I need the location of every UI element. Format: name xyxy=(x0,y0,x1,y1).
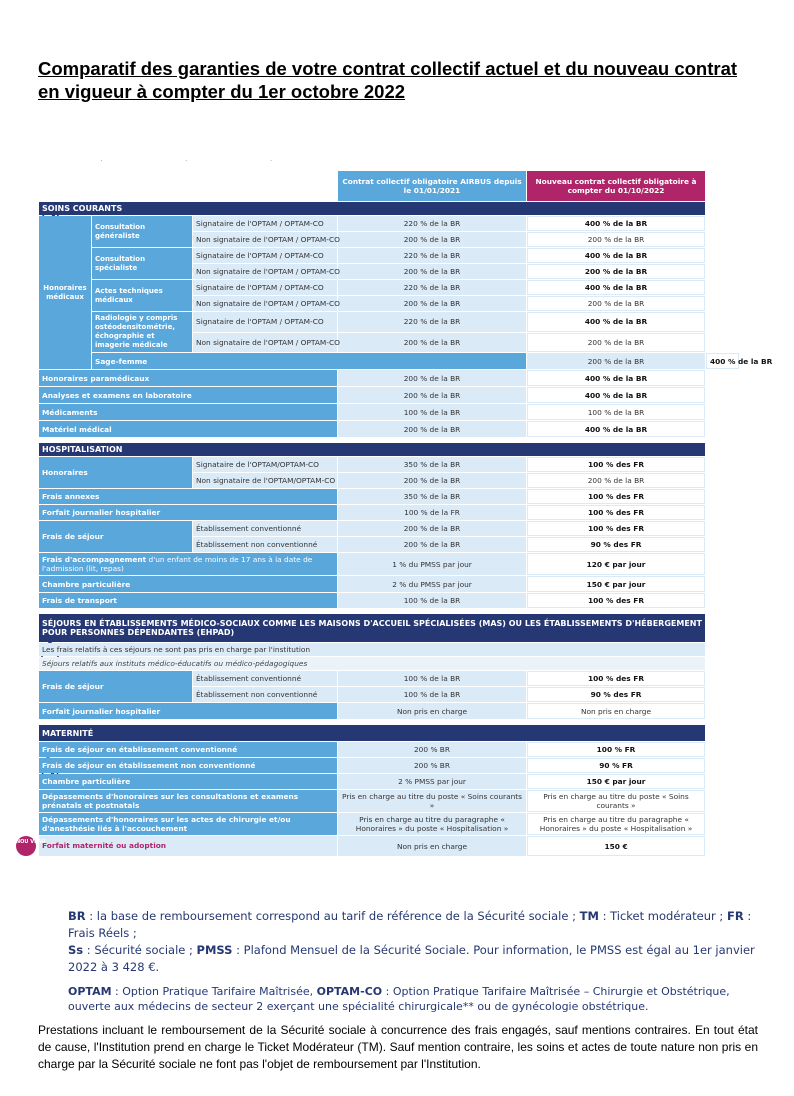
new-value: 400 % de la BR xyxy=(527,280,705,295)
consultation-generaliste-label: Consultation généraliste xyxy=(92,216,192,247)
legend-optam: OPTAM : Option Pratique Tarifaire Maîtrisée, OPTAM-CO : Option Pratique Tarifaire Maîtrisée – Chirurgie et Obstétrique, ouverte aux médecins de secteur 2 exerçant une spécialité chirurgicale** ou de gynécologie obstétrique. xyxy=(68,985,730,1013)
old-value: 220 % de la BR xyxy=(338,312,526,332)
row-label: Dépassements d'honoraires sur les consultations et examens prénatals et postnatals xyxy=(39,790,337,812)
row-label: Forfait journalier hospitalier xyxy=(39,505,337,520)
guarantees-table xyxy=(16,170,773,857)
old-value: 220 % de la BR xyxy=(338,216,526,231)
sub-label: Signataire de l'OPTAM / OPTAM-CO xyxy=(193,312,337,332)
old-value: 350 % de la BR xyxy=(338,457,526,472)
old-value: 350 % de la BR xyxy=(338,489,526,504)
old-value: 2 % du PMSS par jour xyxy=(338,576,526,592)
decorative-dots: · · · xyxy=(100,156,313,165)
new-value: 200 % de la BR xyxy=(527,232,705,247)
sub-label: Non signataire de l'OPTAM / OPTAM-CO xyxy=(193,333,337,353)
new-value: 400 % de la BR xyxy=(527,248,705,263)
old-value: Non pris en charge xyxy=(338,703,526,719)
new-value: 150 € par jour xyxy=(527,576,705,592)
old-value: 200 % de la BR xyxy=(338,232,526,247)
row-label: Sage-femme xyxy=(92,353,526,369)
row-label: Analyses et examens en laboratoire xyxy=(39,387,337,403)
row-label: Chambre particulière xyxy=(39,576,337,592)
new-value: 200 % de la BR xyxy=(527,473,705,488)
new-value: 400 % de la BR xyxy=(527,370,705,386)
new-value: 400 % de la BR xyxy=(527,216,705,231)
honoraires-medicaux-label: Honoraires médicaux xyxy=(39,216,91,369)
header-new-contract: Nouveau contrat collectif obligatoire à compter du 01/10/2022 xyxy=(527,171,705,201)
old-value: 100 % de la BR xyxy=(338,404,526,420)
section-maternite: MATERNITÉ xyxy=(39,725,705,741)
section-soins-courants: SOINS COURANTS xyxy=(39,202,705,215)
new-value: 150 € par jour xyxy=(527,774,705,789)
sub-label: Établissement conventionné xyxy=(193,521,337,536)
sub-label: Non signataire de l'OPTAM / OPTAM-CO xyxy=(193,296,337,311)
old-value: 200 % de la BR xyxy=(338,296,526,311)
new-value: 100 % des FR xyxy=(527,457,705,472)
sub-label: Signataire de l'OPTAM / OPTAM-CO xyxy=(193,248,337,263)
section-medico-sociaux: SÉJOURS EN ÉTABLISSEMENTS MÉDICO-SOCIAUX COMME LES MAISONS D'ACCUEIL SPÉCIALISÉES (MAS) OU LES ÉTABLISSEMENTS D'HÉBERGEMENT POUR PERSONNES DÉPENDANTES (EHPAD) xyxy=(39,614,705,642)
sub-label: Non signataire de l'OPTAM/OPTAM-CO xyxy=(193,473,337,488)
old-value: 200 % BR xyxy=(338,742,526,757)
new-value: Non pris en charge xyxy=(527,703,705,719)
medico-note: Les frais relatifs à ces séjours ne sont pas pris en charge par l'institution xyxy=(39,643,705,656)
new-value: 100 % des FR xyxy=(527,505,705,520)
new-value: 100 % de la BR xyxy=(527,404,705,420)
new-value: 90 % FR xyxy=(527,758,705,773)
row-label: Chambre particulière xyxy=(39,774,337,789)
hosp-sejour-label: Frais de séjour xyxy=(39,521,192,552)
old-value: 1 % du PMSS par jour xyxy=(338,553,526,575)
actes-techniques-label: Actes techniques médicaux xyxy=(92,280,192,311)
page-title: Comparatif des garanties de votre contrat collectif actuel et du nouveau contrat en vigueur à compter du 1er octobre 2022 xyxy=(38,58,738,102)
section-hospitalisation: HOSPITALISATION xyxy=(39,443,705,456)
row-label: Dépassements d'honoraires sur les actes de chirurgie et/ou d'anesthésie liés à l'accouchement xyxy=(39,813,337,835)
row-label: Honoraires paramédicaux xyxy=(39,370,337,386)
new-value: 150 € xyxy=(527,836,705,856)
old-value: 200 % de la BR xyxy=(338,333,526,353)
old-value: Pris en charge au titre du paragraphe « Honoraires » du poste « Hospitalisation » xyxy=(338,813,526,835)
new-value: 100 % des FR xyxy=(527,671,705,686)
new-value: 100 % des FR xyxy=(527,593,705,608)
row-label: Frais de séjour en établissement conventionné xyxy=(39,742,337,757)
new-value: 100 % FR xyxy=(527,742,705,757)
new-value: 90 % des FR xyxy=(527,687,705,702)
sub-label: Établissement non conventionné xyxy=(193,687,337,702)
row-label: Frais annexes xyxy=(39,489,337,504)
old-value: 200 % de la BR xyxy=(338,521,526,536)
old-value: Pris en charge au titre du poste « Soins courants » xyxy=(338,790,526,812)
radiologie-label: Radiologie y compris ostéodensitométrie, échographie et imagerie médicale xyxy=(92,312,192,352)
new-value: 200 % de la BR xyxy=(527,264,705,279)
row-label: Médicaments xyxy=(39,404,337,420)
consultation-specialiste-label: Consultation spécialiste xyxy=(92,248,192,279)
medico-sejour-label: Frais de séjour xyxy=(39,671,192,702)
row-label: Frais de séjour en établissement non conventionné xyxy=(39,758,337,773)
old-value: 220 % de la BR xyxy=(338,248,526,263)
nouveau-badge: NOU VEAU xyxy=(16,836,36,856)
new-value: 400 % de la BR xyxy=(527,421,705,437)
forfait-maternite-row: NOU VEAUForfait maternité ou adoption xyxy=(39,836,337,856)
footer-text: Prestations incluant le remboursement de la Sécurité sociale à concurrence des frais engagés, sauf mentions contraires. En tout état de cause, l'Institution prend en charge le Ticket Modérateur (TM). Sauf mention contraire, les soins et actes de toute nature non pris en charge par la Sécurité sociale ne font pas l'objet de remboursement par l'Institution. xyxy=(38,1023,758,1071)
sub-label: Non signataire de l'OPTAM / OPTAM-CO xyxy=(193,232,337,247)
old-value: 100 % de la BR xyxy=(338,671,526,686)
hosp-honoraires-label: Honoraires xyxy=(39,457,192,488)
sub-label: Établissement non conventionné xyxy=(193,537,337,552)
sub-label: Signataire de l'OPTAM / OPTAM-CO xyxy=(193,280,337,295)
old-value: 200 % de la BR xyxy=(338,370,526,386)
new-value: 90 % des FR xyxy=(527,537,705,552)
legend xyxy=(68,908,758,1014)
row-label: Matériel médical xyxy=(39,421,337,437)
old-value: 100 % de la BR xyxy=(338,593,526,608)
old-value: 200 % de la BR xyxy=(338,537,526,552)
old-value: 200 % BR xyxy=(338,758,526,773)
new-value: Pris en charge au titre du paragraphe « Honoraires » du poste « Hospitalisation » xyxy=(527,813,705,835)
new-value: Pris en charge au titre du poste « Soins courants » xyxy=(527,790,705,812)
old-value: 200 % de la BR xyxy=(338,473,526,488)
sub-label: Signataire de l'OPTAM / OPTAM-CO xyxy=(193,216,337,231)
new-value: 200 % de la BR xyxy=(527,296,705,311)
new-value: 120 € par jour xyxy=(527,553,705,575)
old-value: 200 % de la BR xyxy=(338,421,526,437)
old-value: 100 % de la BR xyxy=(338,687,526,702)
new-value: 100 % des FR xyxy=(527,521,705,536)
sub-label: Non signataire de l'OPTAM / OPTAM-CO xyxy=(193,264,337,279)
medico-note-italic: Séjours relatifs aux instituts médico-éducatifs ou médico-pédagogiques xyxy=(39,657,705,670)
new-value: 400 % de la BR xyxy=(527,387,705,403)
row-label: Frais de transport xyxy=(39,593,337,608)
sub-label: Signataire de l'OPTAM/OPTAM-CO xyxy=(193,457,337,472)
sub-label: Établissement conventionné xyxy=(193,671,337,686)
new-value: 400 % de la BR xyxy=(706,353,739,369)
accompagnement-label: Frais d'accompagnement d'un enfant de moins de 17 ans à la date de l'admission (lit, repas) xyxy=(39,553,337,575)
legend-line-2: Ss : Sécurité sociale ; PMSS : Plafond Mensuel de la Sécurité Sociale. Pour information, le PMSS est égal au 1er janvier 2022 à 3 428 €. xyxy=(68,943,755,974)
old-value: 220 % de la BR xyxy=(338,280,526,295)
old-value: 2 % PMSS par jour xyxy=(338,774,526,789)
old-value: 200 % de la BR xyxy=(338,264,526,279)
legend-line-1: BR : la base de remboursement correspond au tarif de référence de la Sécurité sociale ; TM : Ticket modérateur ; FR : Frais Réels ; xyxy=(68,909,752,940)
header-old-contract: Contrat collectif obligatoire AIRBUS depuis le 01/01/2021 xyxy=(338,171,526,201)
old-value: Non pris en charge xyxy=(338,836,526,856)
old-value: 200 % de la BR xyxy=(338,387,526,403)
new-value: 200 % de la BR xyxy=(527,333,705,353)
row-label: Forfait journalier hospitalier xyxy=(39,703,337,719)
old-value: 100 % de la FR xyxy=(338,505,526,520)
old-value: 200 % de la BR xyxy=(527,353,705,369)
new-value: 100 % des FR xyxy=(527,489,705,504)
new-value: 400 % de la BR xyxy=(527,312,705,332)
